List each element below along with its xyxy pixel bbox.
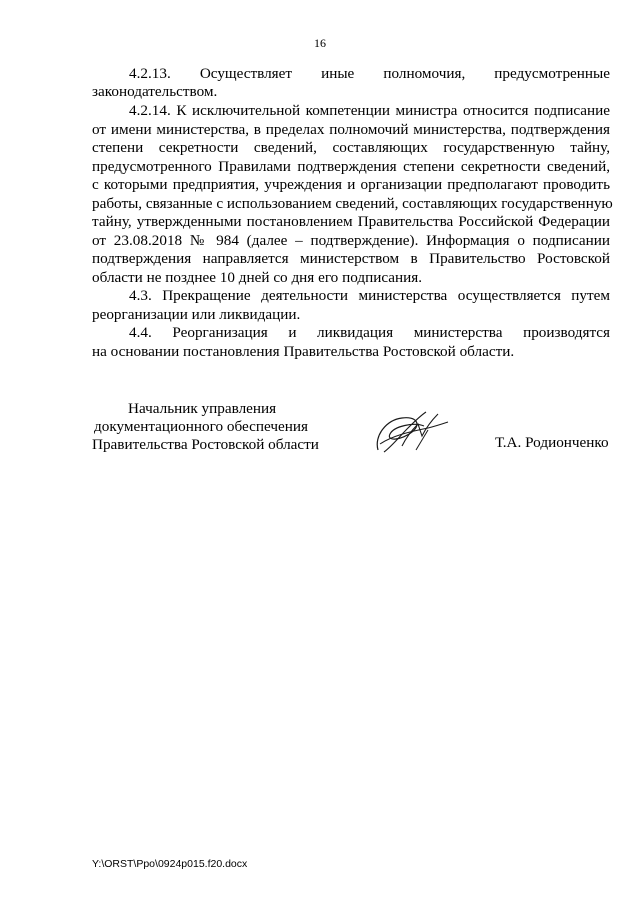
signatory-position-line-3: Правительства Ростовской области [92, 436, 319, 453]
paragraph-4-2-14-line-1: 4.2.14. К исключительной компетенции министра относится подписание [129, 102, 610, 119]
paragraph-4-2-14-line-8: от 23.08.2018 № 984 (далее – подтверждение). Информация о подписании [92, 232, 610, 249]
paragraph-4-2-13-line-1: 4.2.13. Осуществляет иные полномочия, предусмотренные [129, 65, 610, 82]
footer-file-path: Y:\ORST\Ppo\0924p015.f20.docx [92, 858, 248, 870]
paragraph-4-3-line-1: 4.3. Прекращение деятельности министерства осуществляется путем [129, 287, 610, 304]
signatory-position [92, 400, 319, 454]
paragraph-4-2-14-line-9: подтверждения направляется министерством в Правительство Ростовской [92, 250, 610, 267]
paragraph-4-2-14-line-7: тайну, утвержденными постановлением Правительства Российской Федерации [92, 213, 610, 230]
signatory-position-line-1: Начальник управления [128, 400, 277, 417]
paragraph-4-2-14-line-3: степени секретности сведений, составляющих государственную тайну, [92, 139, 610, 156]
handwritten-signature [372, 406, 452, 458]
paragraph-4-2-13-line-2: законодательством. [92, 83, 218, 100]
paragraph-4-2-14-line-2: от имени министерства, в пределах полномочий министерства, подтверждения [92, 121, 610, 138]
paragraph-4-4-line-2: на основании постановления Правительства Ростовской области. [92, 343, 515, 360]
paragraph-4-4-line-1: 4.4. Реорганизация и ликвидация министерства производятся [129, 324, 610, 341]
paragraph-4-2-14-line-6: работы, связанные с использованием сведений, составляющих государственную [92, 195, 613, 212]
signatory-position-line-2: документационного обеспечения [94, 418, 308, 435]
paragraph-4-3-line-2: реорганизации или ликвидации. [92, 306, 301, 323]
paragraph-4-2-14-line-5: с которыми предприятия, учреждения и организации предполагают проводить [92, 176, 610, 193]
paragraph-4-2-14-line-4: предусмотренного Правилами подтверждения степени секретности сведений, [92, 158, 610, 175]
signatory-name: Т.А. Родионченко [495, 434, 609, 451]
paragraph-4-2-14-line-10: области не позднее 10 дней со дня его подписания. [92, 269, 423, 286]
page-number: 16 [314, 36, 326, 50]
